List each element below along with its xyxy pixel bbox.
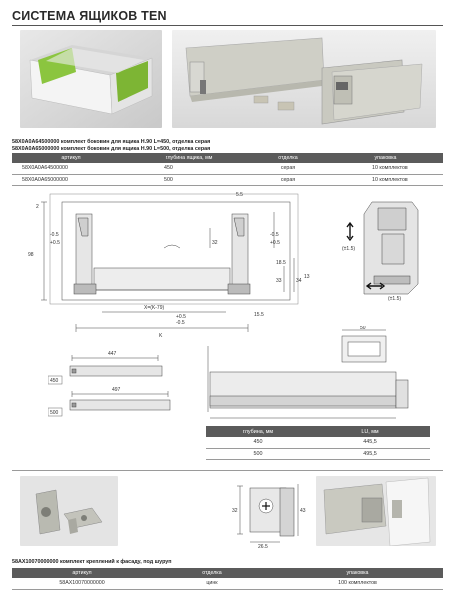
drawer-photo <box>20 30 162 128</box>
col-depth: глубина ящика, мм <box>130 153 248 163</box>
dim-34: 34 <box>296 278 302 284</box>
cell-depth: 450 <box>206 437 310 448</box>
adjust-horizontal-label: (±1.5) <box>388 296 402 302</box>
side-profile-drawing <box>200 342 428 426</box>
cell-package: 100 комплектов <box>272 578 443 589</box>
dim-32: 32 <box>232 508 238 514</box>
cell-package: 10 комплектов <box>328 163 443 174</box>
col-article: артикул <box>12 568 152 578</box>
dim-33: 33 <box>276 278 282 284</box>
cell-article: 58X0A0A65000000 <box>12 174 130 185</box>
col-finish: отделка <box>248 153 328 163</box>
dim-43: 43 <box>300 508 306 514</box>
adjust-vertical-arrow <box>347 223 353 240</box>
product1-line2: 58X0A0A65000000 комплект боковин для ящика H.90 L=500, отделка серая <box>12 146 211 152</box>
product1-table-header <box>12 153 443 163</box>
cell-finish: серая <box>248 163 328 174</box>
dim-13: 13 <box>304 274 310 280</box>
adjust-vertical-label: (±1.5) <box>342 246 356 252</box>
cell-depth: 500 <box>130 174 248 185</box>
side-lengths-drawing <box>48 344 178 424</box>
title-rule <box>12 25 443 26</box>
product1-table <box>12 153 443 186</box>
bracket-photo <box>20 476 118 546</box>
dim-p0-5-b: +0.5 <box>270 240 280 246</box>
dim-497: 497 <box>112 387 121 393</box>
cell-depth: 500 <box>206 448 310 459</box>
table-row <box>12 163 443 174</box>
page-title: СИСТЕМА ЯЩИКОВ TEN <box>12 9 167 23</box>
col-package: упаковка <box>272 568 443 578</box>
side-adjustment-drawing <box>326 196 446 306</box>
dim-p0-5-c: +0.5 <box>176 314 186 320</box>
cell-package: 10 комплектов <box>328 174 443 185</box>
table-row <box>12 174 443 185</box>
dim-447: 447 <box>108 351 117 357</box>
col-lu: LU, мм <box>310 426 430 437</box>
dim-k: K <box>159 333 163 339</box>
section-divider <box>12 470 443 471</box>
dim-50: 50 <box>360 326 366 331</box>
product2-table <box>12 568 443 590</box>
length-450: 450 <box>50 378 59 384</box>
dim-m0-5-b: -0.5 <box>270 232 279 238</box>
dim-15-5: 15.5 <box>254 312 264 318</box>
cell-article: 58AX10070000000 <box>12 578 152 589</box>
dim-2: 2 <box>36 204 39 210</box>
cell-depth: 450 <box>130 163 248 174</box>
col-depth: глубина, мм <box>206 426 310 437</box>
table-row <box>206 437 430 448</box>
cell-article: 58X0A0A64500000 <box>12 163 130 174</box>
product2-table-header <box>12 568 443 578</box>
cell-finish: серая <box>248 174 328 185</box>
dim-m0-5-a: -0.5 <box>50 232 59 238</box>
col-package: упаковка <box>328 153 443 163</box>
cell-lu: 445,5 <box>310 437 430 448</box>
dim-98: 98 <box>28 252 34 258</box>
dim-26-5: 26.5 <box>258 544 268 548</box>
col-finish: отделка <box>152 568 272 578</box>
product1-line1: 58X0A0A64500000 комплект боковин для ящика H.90 L=450, отделка серая <box>12 139 211 145</box>
table-row <box>12 578 443 589</box>
cell-lu: 495,5 <box>310 448 430 459</box>
lu-table <box>206 426 430 460</box>
bracket-drawing <box>232 476 308 548</box>
side-panels-photo <box>172 30 436 128</box>
drawer-front-drawing <box>14 188 316 340</box>
dim-xk: X=(K-79) <box>144 305 165 311</box>
dim-5-5: 5.5 <box>236 192 243 198</box>
dim-m0-5-c: -0.5 <box>176 320 185 326</box>
product2-line1: 58AX10070000000 комплект креплений к фасаду, под шуруп <box>12 559 172 565</box>
bracket-installed-photo <box>316 476 436 546</box>
dim-32: 32 <box>212 240 218 246</box>
cell-finish: цинк <box>152 578 272 589</box>
dim-18-5: 18.5 <box>276 260 286 266</box>
length-500: 500 <box>50 410 59 416</box>
dim-p0-5-a: +0.5 <box>50 240 60 246</box>
table-row <box>206 448 430 459</box>
col-article: артикул <box>12 153 130 163</box>
lu-table-header <box>206 426 430 437</box>
